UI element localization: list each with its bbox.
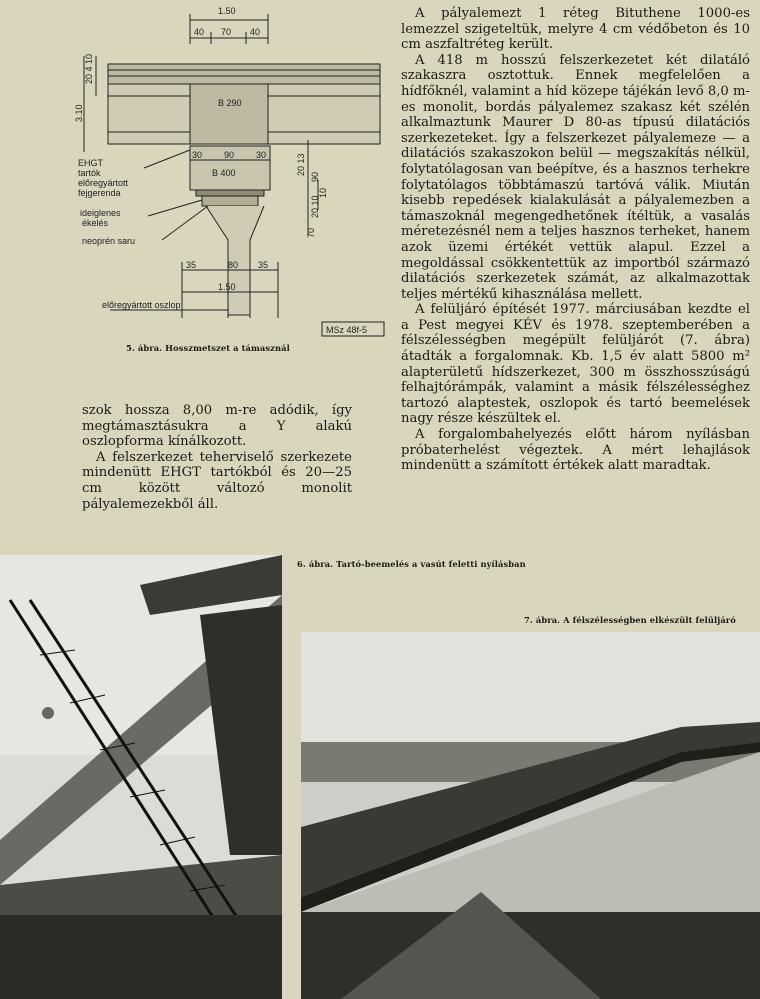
dim-right-5: 70 bbox=[306, 227, 316, 238]
left-paragraph-1: szok hossza 8,00 m-re adódik, így megtámasztásukra a Y alakú oszlopforma kínálkozott. bbox=[82, 403, 352, 450]
label-eloregyartott: előregyártott bbox=[78, 178, 129, 188]
dim-80: 80 bbox=[228, 260, 239, 270]
dim-right-3: 10 bbox=[318, 187, 328, 198]
left-text-column bbox=[82, 403, 352, 512]
right-paragraph-3: A felüljáró építését 1977. márciusában kezdte el a Pest megyei KÉV és 1978. szeptemberében a félszélességben megépült felüljárót (7. ábra) átadták a forgalomnak. Kb. 1,5 év alatt 5800 m² alapterületű hídszerkezet, 300 m összhosszúságú felhajtórámpák, valamint a másik félszélességhez tartozó alaptestek, oszlopok és tartó beemelések nagy része készültek el. bbox=[401, 302, 750, 427]
dim-30-left: 30 bbox=[192, 150, 203, 160]
figure7-caption: 7. ábra. A félszélességben elkészült felüljáró bbox=[524, 615, 736, 625]
dim-30-right: 30 bbox=[256, 150, 267, 160]
label-tartok: tartók bbox=[78, 168, 101, 178]
label-neopren: neoprén saru bbox=[82, 236, 136, 246]
dim-side-b: 3.10 bbox=[74, 104, 84, 122]
dim-70: 70 bbox=[221, 27, 232, 37]
dim-right-1: 20 13 bbox=[296, 153, 306, 176]
label-b400: B 400 bbox=[212, 168, 236, 178]
dim-40-right: 40 bbox=[250, 27, 261, 37]
figure5-caption: 5. ábra. Hosszmetszet a támasznál bbox=[126, 343, 290, 353]
right-text-column bbox=[401, 6, 750, 474]
dim-side-a: 20 4 10 bbox=[84, 53, 94, 84]
dim-right-2: 90 bbox=[310, 171, 320, 182]
dim-right-4: 20 10 bbox=[310, 195, 320, 218]
dim-35-left: 35 bbox=[186, 260, 197, 270]
right-paragraph-2: A 418 m hosszú felszerkezetet két dilatáló szakaszra osztottuk. Ennek megfelelően a hídfőknél, valamint a híd közepe tájékán levő 8,0 m-es monolit, bordás pályalemez szakasz két szélén alkalmaztunk Maurer D 80-as típusú dilatációs szerkezeteket. Így a felszerkezet pályalemeze — a dilatációs szakaszokon belül — megszakítás nélkül, folytatólagosan van beépítve, és a hasznos terhekre folytatólagos többtámaszú tartóvá válik. Miután kisebb repedések kialakulását a pályalemezben a támaszoknál megengedhetőnek ítéltük, a vasalás méretezésnél nem a teljes hasznos terheket, hanem azok üzemi értékét vettük alapul. Ezzel a megoldással csökkentettük az importból származó dilatációs szerkezetek számát, az alkalmazottak teljes mértékű kihasználása mellett. bbox=[401, 52, 750, 302]
drawing-stamp: MSz 48f-5 bbox=[326, 325, 368, 335]
dim-40-left: 40 bbox=[194, 27, 205, 37]
label-ekeles: ékelés bbox=[82, 218, 109, 228]
dim-top-total: 1.50 bbox=[218, 6, 236, 16]
right-paragraph-1: A pályalemezt 1 réteg Bituthene 1000-es lemezzel szigeteltük, melyre 4 cm védőbeton és 10 cm aszfaltréteg került. bbox=[401, 6, 750, 53]
girder-lifting-photo bbox=[0, 555, 282, 999]
dim-bottom-150: 1.50 bbox=[218, 282, 236, 292]
finished-overpass-photo bbox=[301, 632, 760, 999]
cross-section-diagram bbox=[74, 0, 398, 345]
label-b290: B 290 bbox=[218, 98, 242, 108]
figure6-caption: 6. ábra. Tartó-beemelés a vasút feletti nyílásban bbox=[297, 559, 526, 569]
label-ehgt: EHGT bbox=[78, 158, 104, 168]
label-oszlop: előregyártott oszlop bbox=[102, 300, 181, 310]
dim-35-right: 35 bbox=[258, 260, 269, 270]
label-fejgerenda: fejgerenda bbox=[78, 188, 121, 198]
dim-90: 90 bbox=[224, 150, 235, 160]
label-ideiglenes: ideiglenes bbox=[80, 208, 121, 218]
right-paragraph-4: A forgalombahelyezés előtt három nyílásban próbaterhelést végeztek. A mért lehajlások mindenütt a számított értékek alatt maradtak. bbox=[401, 427, 750, 474]
left-paragraph-2: A felszerkezet teherviselő szerkezete mindenütt EHGT tartókból és 20—25 cm között változó monolit pályalemezekből áll. bbox=[82, 449, 352, 512]
